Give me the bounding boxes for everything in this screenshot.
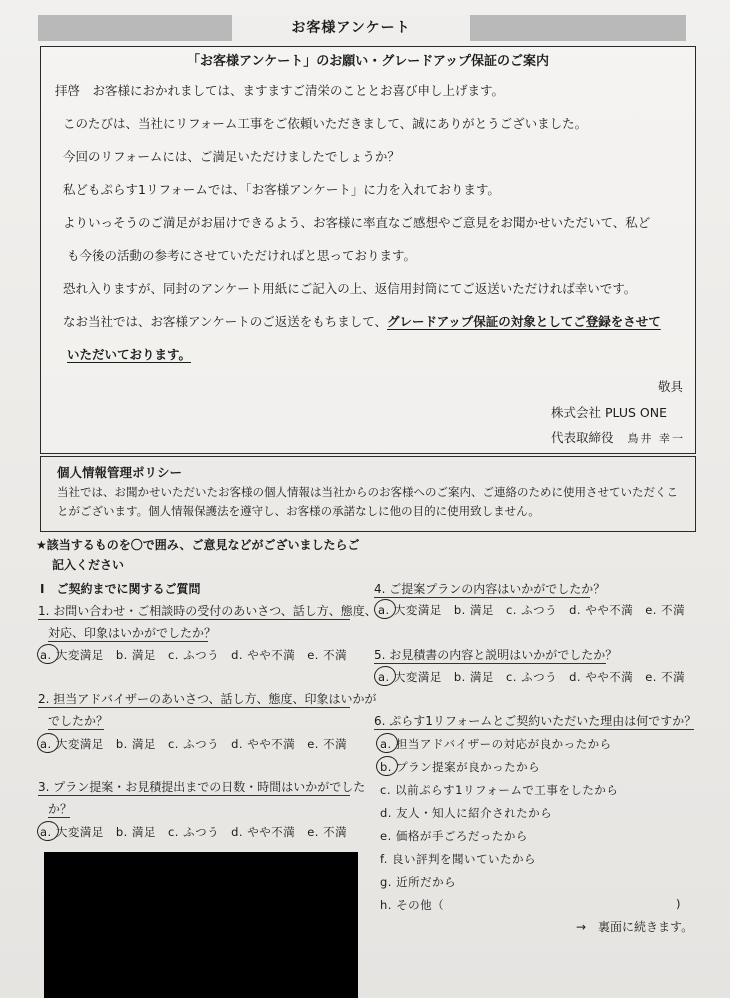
q6-option-a[interactable]: a. 担当アドバイザーの対応が良かったから (380, 737, 612, 751)
letter-paragraph: 今回のリフォームには、ご満足いただけましたでしょうか？ (63, 149, 400, 164)
guarantee-prefix: なお当社では、お客様アンケートのご返送をもちまして、 (63, 314, 388, 329)
privacy-policy-box (40, 456, 696, 532)
letter-paragraph: このたびは、当社にリフォーム工事をご依頼いただきまして、誠にありがとうございました。 (63, 116, 588, 131)
question-2-cont: でしたか？ (48, 714, 109, 728)
letter-paragraph: 恐れ入りますが、同封のアンケート用紙にご記入の上、返信用封筒にてご返送いただければ幸いです。 (63, 281, 637, 296)
question-3-answers[interactable]: a. 大変満足 b. 満足 c. ふつう d. やや不満 e. 不満 (40, 825, 348, 839)
q6-option-f[interactable]: f. 良い評判を聞いていたから (380, 852, 537, 866)
question-3: 3. プラン提案・お見積提出までの日数・時間はいかがでした (38, 780, 366, 794)
letter-paragraph: も今後の活動の参考にさせていただければと思っております。 (67, 248, 417, 263)
q6-option-g[interactable]: g. 近所だから (380, 875, 457, 889)
question-underline (374, 663, 606, 664)
letter-paragraph: 私どもぷらす1リフォームでは、「お客様アンケート」に力を入れております。 (63, 182, 500, 197)
question-underline (38, 707, 350, 708)
question-underline (38, 795, 350, 796)
question-underline (48, 729, 104, 730)
question-1-cont: 対応、印象はいかがでしたか？ (48, 626, 217, 640)
page-title: お客様アンケート (291, 20, 411, 36)
question-4-answers[interactable]: a. 大変満足 b. 満足 c. ふつう d. やや不満 e. 不満 (378, 603, 686, 617)
policy-body: 当社では、お聞かせいただいたお客様の個人情報は当社からのお客様へのご案内、ご連絡のために使用させていただくことがございます。個人情報保護法を遵守し、お客様の承諾なしに他の目的に使用致しません。 (57, 485, 678, 518)
letter-paragraph-guarantee (63, 312, 661, 330)
question-1-answers[interactable]: a. 大変満足 b. 満足 c. ふつう d. やや不満 e. 不満 (40, 648, 348, 662)
question-2: 2. 担当アドバイザーのあいさつ、話し方、態度、印象はいかが (38, 692, 377, 706)
letter-paragraph: 拝啓 お客様におかれましては、ますますご清栄のこととお喜び申し上げます。 (55, 83, 505, 98)
letter-closing: 敬具 (657, 379, 683, 394)
q6-option-e[interactable]: e. 価格が手ごろだったから (380, 829, 528, 843)
q6-option-c[interactable]: c. 以前ぷらす1リフォームで工事をしたから (380, 783, 619, 797)
question-5: 5. お見積書の内容と説明はいかがでしたか？ (374, 648, 618, 662)
guarantee-underlined: グレードアップ保証の対象としてご登録をさせて (387, 314, 661, 329)
representative-name: 鳥井 幸一 (627, 432, 685, 445)
question-4: 4. ご提案プランの内容はいかがでしたか？ (374, 582, 606, 596)
question-underline (48, 817, 70, 818)
q6-option-d[interactable]: d. 友人・知人に紹介されたから (380, 806, 553, 820)
policy-title: 個人情報管理ポリシー (57, 465, 183, 480)
q6-option-h[interactable]: h. その他（ (380, 898, 445, 912)
question-5-answers[interactable]: a. 大変満足 b. 満足 c. ふつう d. やや不満 e. 不満 (378, 670, 686, 684)
instructions-line-1: ★該当するものを〇で囲み、ご意見などがございましたらご (36, 538, 360, 552)
letter-paragraph: よりいっそうのご満足がお届けできるよう、お客様に率直なご感想やご意見をお聞かせいただいて、私ど (63, 215, 651, 230)
redacted-area (44, 852, 358, 998)
question-underline (374, 729, 694, 730)
question-underline (38, 619, 350, 620)
q6-option-b[interactable]: b. プラン提案が良かったから (380, 760, 541, 774)
q6-option-h-close: ) (676, 897, 681, 911)
representative-title: 代表取締役 (551, 430, 614, 445)
guarantee-continuation: いただいております。 (67, 347, 192, 362)
letter-heading: 「お客様アンケート」のお願い・グレードアップ保証のご案内 (187, 54, 549, 69)
question-1: 1. お問い合わせ・ご相談時の受付のあいさつ、話し方、態度、 (38, 604, 377, 618)
section-title: Ⅰ ご契約までに関するご質問 (40, 582, 201, 596)
question-2-answers[interactable]: a. 大変満足 b. 満足 c. ふつう d. やや不満 e. 不満 (40, 737, 348, 751)
question-underline (374, 597, 590, 598)
letter-box (40, 46, 696, 454)
continue-note: → 裏面に続きます。 (576, 920, 694, 934)
company-name: 株式会社 PLUS ONE (551, 405, 667, 420)
signature (551, 428, 685, 446)
question-6: 6. ぷらす1リフォームとご契約いただいた理由は何ですか？ (374, 714, 697, 728)
instructions-line-2: 記入ください (52, 558, 125, 572)
question-underline (48, 641, 208, 642)
question-3-cont: か？ (48, 802, 73, 816)
